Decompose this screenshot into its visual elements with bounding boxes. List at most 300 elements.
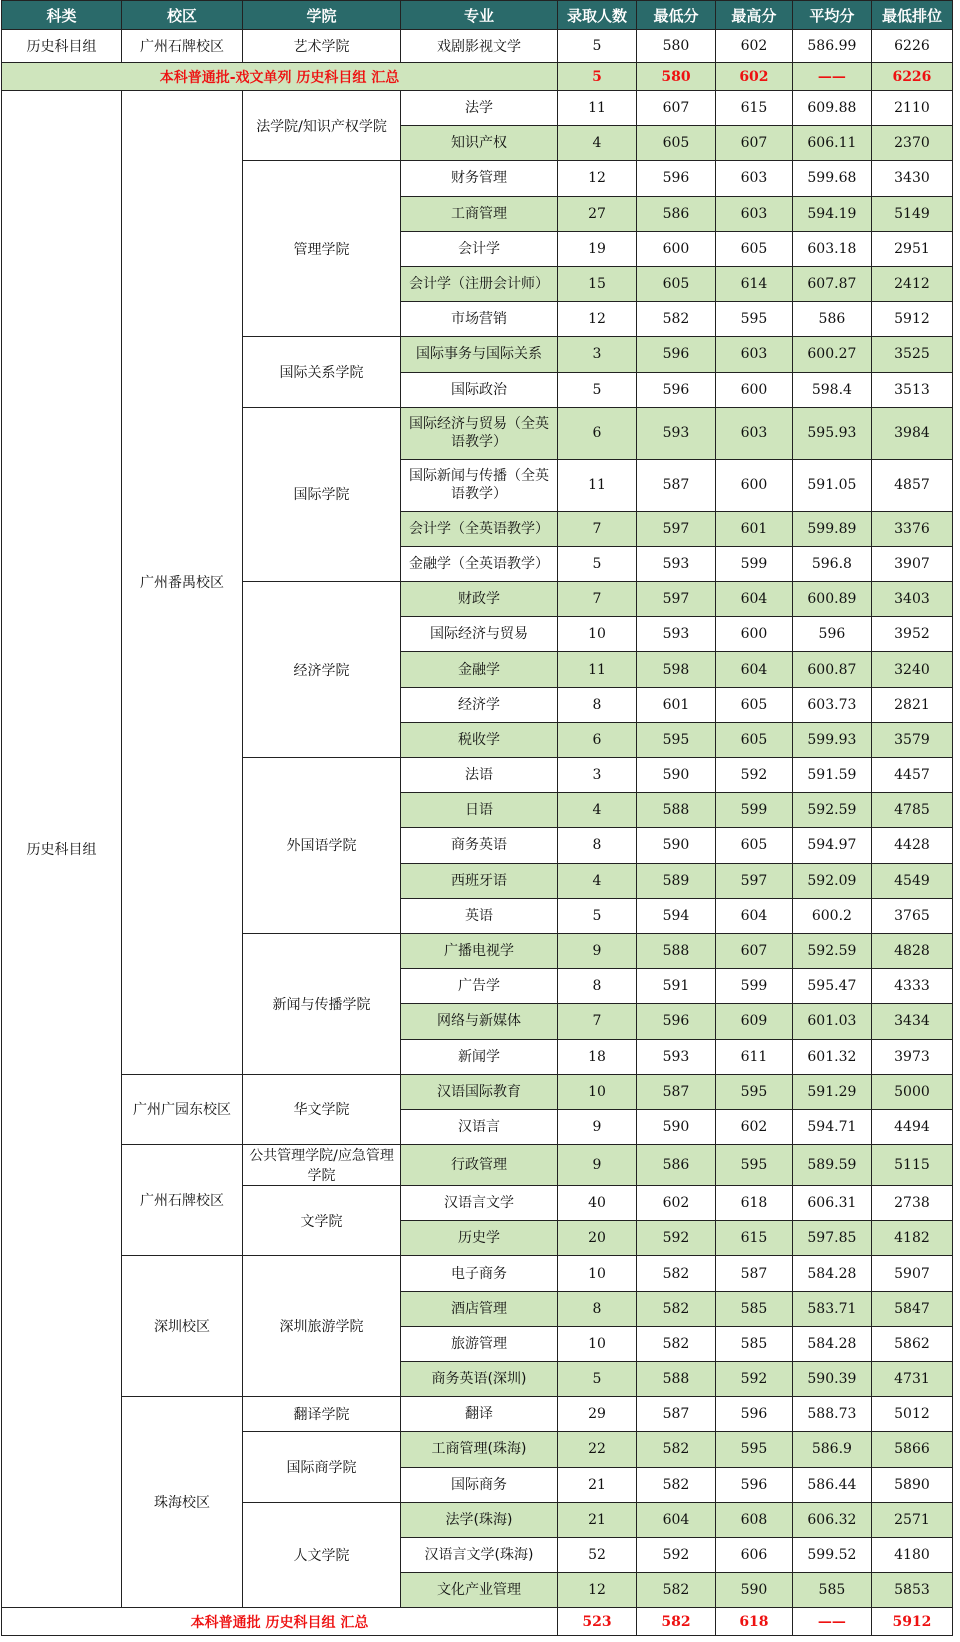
min-cell: 598: [636, 652, 715, 687]
max-cell: 614: [715, 266, 792, 301]
count-cell: 11: [558, 459, 637, 511]
summary-count: 5: [558, 63, 637, 91]
count-cell: 5: [558, 372, 637, 407]
major-cell: 商务英语: [401, 828, 558, 863]
college-cell: 华文学院: [243, 1074, 401, 1144]
min-cell: 592: [636, 1537, 715, 1572]
major-cell: 会计学: [401, 231, 558, 266]
min-cell: 596: [636, 372, 715, 407]
rank-cell: 2571: [871, 1502, 952, 1537]
min-cell: 591: [636, 969, 715, 1004]
min-cell: 582: [636, 1256, 715, 1291]
max-cell: 609: [715, 1004, 792, 1039]
count-cell: 11: [558, 91, 637, 126]
min-cell: 607: [636, 91, 715, 126]
count-cell: 4: [558, 863, 637, 898]
rank-cell: 2738: [871, 1186, 952, 1221]
avg-cell: 599.52: [792, 1537, 871, 1572]
avg-cell: 591.29: [792, 1074, 871, 1109]
rank-cell: 4731: [871, 1362, 952, 1397]
max-cell: 599: [715, 793, 792, 828]
min-cell: 604: [636, 1502, 715, 1537]
max-cell: 604: [715, 582, 792, 617]
avg-cell: 583.71: [792, 1291, 871, 1326]
campus-cell: 广州广园东校区: [122, 1074, 243, 1144]
major-cell: 网络与新媒体: [401, 1004, 558, 1039]
rank-cell: 3579: [871, 722, 952, 757]
count-cell: 21: [558, 1502, 637, 1537]
max-cell: 592: [715, 758, 792, 793]
major-cell: 金融学（全英语教学）: [401, 546, 558, 581]
min-cell: 590: [636, 1109, 715, 1144]
max-cell: 607: [715, 126, 792, 161]
summary-rank: 6226: [871, 63, 952, 91]
table-row: [2, 91, 953, 126]
max-cell: 603: [715, 337, 792, 372]
max-cell: 600: [715, 459, 792, 511]
college-cell: 深圳旅游学院: [243, 1256, 401, 1397]
count-cell: 10: [558, 1326, 637, 1361]
avg-cell: 586: [792, 302, 871, 337]
max-cell: 601: [715, 511, 792, 546]
major-cell: 文化产业管理: [401, 1573, 558, 1608]
min-cell: 601: [636, 687, 715, 722]
rank-cell: 5000: [871, 1074, 952, 1109]
major-cell: 法学(珠海): [401, 1502, 558, 1537]
table-row: [2, 1256, 953, 1291]
category-cell: 历史科目组: [2, 91, 122, 1608]
rank-cell: 3525: [871, 337, 952, 372]
summary-avg: ——: [792, 63, 871, 91]
min-cell: 596: [636, 161, 715, 196]
major-cell: 汉语言文学: [401, 1186, 558, 1221]
rank-cell: 3973: [871, 1039, 952, 1074]
avg-cell: 584.28: [792, 1326, 871, 1361]
avg-cell: 601.32: [792, 1039, 871, 1074]
max-cell: 600: [715, 617, 792, 652]
count-cell: 6: [558, 722, 637, 757]
count-cell: 5: [558, 898, 637, 933]
admission-table: [1, 0, 953, 1636]
major-cell: 财务管理: [401, 161, 558, 196]
rank-cell: 5862: [871, 1326, 952, 1361]
count-cell: 40: [558, 1186, 637, 1221]
major-cell: 商务英语(深圳): [401, 1362, 558, 1397]
max-cell: 585: [715, 1326, 792, 1361]
major-cell: 国际新闻与传播（全英语教学）: [401, 459, 558, 511]
avg-cell: 592.09: [792, 863, 871, 898]
max-cell: 608: [715, 1502, 792, 1537]
avg-cell: 592.59: [792, 933, 871, 968]
college-cell: 公共管理学院/应急管理学院: [243, 1145, 401, 1186]
rank-cell: 4785: [871, 793, 952, 828]
header-avg: 平均分: [792, 1, 871, 30]
count-cell: 11: [558, 652, 637, 687]
summary-row: [2, 63, 953, 91]
college-cell: 艺术学院: [243, 30, 401, 63]
major-cell: 国际商务: [401, 1467, 558, 1502]
count-cell: 52: [558, 1537, 637, 1572]
avg-cell: 599.89: [792, 511, 871, 546]
min-cell: 602: [636, 1186, 715, 1221]
avg-cell: 590.39: [792, 1362, 871, 1397]
max-cell: 595: [715, 1432, 792, 1467]
rank-cell: 4549: [871, 863, 952, 898]
rank-cell: 3952: [871, 617, 952, 652]
major-cell: 税收学: [401, 722, 558, 757]
count-cell: 4: [558, 126, 637, 161]
max-cell: 605: [715, 828, 792, 863]
max-cell: 604: [715, 898, 792, 933]
major-cell: 法学: [401, 91, 558, 126]
count-cell: 12: [558, 302, 637, 337]
rank-cell: 5012: [871, 1397, 952, 1432]
table-row: [2, 1074, 953, 1109]
avg-cell: 607.87: [792, 266, 871, 301]
header-rank: 最低排位: [871, 1, 952, 30]
avg-cell: 594.19: [792, 196, 871, 231]
major-cell: 经济学: [401, 687, 558, 722]
min-cell: 582: [636, 1326, 715, 1361]
rank-cell: 5866: [871, 1432, 952, 1467]
major-cell: 国际经济与贸易（全英语教学）: [401, 407, 558, 459]
header-college: 学院: [243, 1, 401, 30]
avg-cell: 601.03: [792, 1004, 871, 1039]
campus-cell: 广州石牌校区: [122, 30, 243, 63]
college-cell: 经济学院: [243, 582, 401, 758]
count-cell: 10: [558, 1256, 637, 1291]
table-row: [2, 30, 953, 63]
avg-cell: 603.73: [792, 687, 871, 722]
avg-cell: 589.59: [792, 1145, 871, 1186]
count-cell: 7: [558, 582, 637, 617]
count-cell: 5: [558, 30, 637, 63]
max-cell: 602: [715, 30, 792, 63]
rank-cell: 3434: [871, 1004, 952, 1039]
summary-label: 本科普通批-戏文单列 历史科目组 汇总: [2, 63, 558, 91]
rank-cell: 3513: [871, 372, 952, 407]
major-cell: 新闻学: [401, 1039, 558, 1074]
avg-cell: 591.59: [792, 758, 871, 793]
min-cell: 605: [636, 266, 715, 301]
rank-cell: 3430: [871, 161, 952, 196]
min-cell: 582: [636, 1432, 715, 1467]
major-cell: 工商管理: [401, 196, 558, 231]
count-cell: 18: [558, 1039, 637, 1074]
rank-cell: 2821: [871, 687, 952, 722]
max-cell: 611: [715, 1039, 792, 1074]
major-cell: 酒店管理: [401, 1291, 558, 1326]
min-cell: 590: [636, 758, 715, 793]
min-cell: 605: [636, 126, 715, 161]
avg-cell: 606.11: [792, 126, 871, 161]
count-cell: 5: [558, 546, 637, 581]
count-cell: 6: [558, 407, 637, 459]
rank-cell: 4457: [871, 758, 952, 793]
major-cell: 法语: [401, 758, 558, 793]
summary-avg: ——: [792, 1608, 871, 1636]
count-cell: 27: [558, 196, 637, 231]
major-cell: 翻译: [401, 1397, 558, 1432]
max-cell: 592: [715, 1362, 792, 1397]
rank-cell: 5847: [871, 1291, 952, 1326]
category-cell: 历史科目组: [2, 30, 122, 63]
header-count: 录取人数: [558, 1, 637, 30]
count-cell: 9: [558, 1109, 637, 1144]
max-cell: 585: [715, 1291, 792, 1326]
min-cell: 588: [636, 1362, 715, 1397]
max-cell: 615: [715, 1221, 792, 1256]
college-cell: 新闻与传播学院: [243, 933, 401, 1074]
min-cell: 582: [636, 1467, 715, 1502]
avg-cell: 603.18: [792, 231, 871, 266]
count-cell: 15: [558, 266, 637, 301]
rank-cell: 2370: [871, 126, 952, 161]
major-cell: 英语: [401, 898, 558, 933]
min-cell: 587: [636, 1397, 715, 1432]
max-cell: 618: [715, 1186, 792, 1221]
rank-cell: 3403: [871, 582, 952, 617]
rank-cell: 2110: [871, 91, 952, 126]
count-cell: 7: [558, 511, 637, 546]
min-cell: 592: [636, 1221, 715, 1256]
campus-cell: 深圳校区: [122, 1256, 243, 1397]
rank-cell: 3240: [871, 652, 952, 687]
min-cell: 582: [636, 1291, 715, 1326]
college-cell: 法学院/知识产权学院: [243, 91, 401, 161]
college-cell: 国际关系学院: [243, 337, 401, 407]
rank-cell: 4828: [871, 933, 952, 968]
header-major: 专业: [401, 1, 558, 30]
rank-cell: 5853: [871, 1573, 952, 1608]
avg-cell: 597.85: [792, 1221, 871, 1256]
max-cell: 599: [715, 546, 792, 581]
max-cell: 599: [715, 969, 792, 1004]
rank-cell: 3907: [871, 546, 952, 581]
max-cell: 605: [715, 687, 792, 722]
major-cell: 西班牙语: [401, 863, 558, 898]
max-cell: 607: [715, 933, 792, 968]
summary-max: 618: [715, 1608, 792, 1636]
max-cell: 602: [715, 1109, 792, 1144]
avg-cell: 606.32: [792, 1502, 871, 1537]
count-cell: 12: [558, 1573, 637, 1608]
min-cell: 586: [636, 1145, 715, 1186]
avg-cell: 594.97: [792, 828, 871, 863]
max-cell: 605: [715, 231, 792, 266]
count-cell: 12: [558, 161, 637, 196]
major-cell: 工商管理(珠海): [401, 1432, 558, 1467]
rank-cell: 6226: [871, 30, 952, 63]
count-cell: 10: [558, 1074, 637, 1109]
count-cell: 8: [558, 828, 637, 863]
avg-cell: 584.28: [792, 1256, 871, 1291]
college-cell: 文学院: [243, 1186, 401, 1256]
major-cell: 知识产权: [401, 126, 558, 161]
header-campus: 校区: [122, 1, 243, 30]
major-cell: 国际政治: [401, 372, 558, 407]
college-cell: 国际商学院: [243, 1432, 401, 1502]
rank-cell: 4857: [871, 459, 952, 511]
min-cell: 588: [636, 793, 715, 828]
header-max: 最高分: [715, 1, 792, 30]
rank-cell: 3376: [871, 511, 952, 546]
min-cell: 587: [636, 1074, 715, 1109]
avg-cell: 599.93: [792, 722, 871, 757]
count-cell: 10: [558, 617, 637, 652]
min-cell: 593: [636, 407, 715, 459]
min-cell: 595: [636, 722, 715, 757]
campus-cell: 广州番禺校区: [122, 91, 243, 1075]
rank-cell: 4494: [871, 1109, 952, 1144]
max-cell: 587: [715, 1256, 792, 1291]
campus-cell: 广州石牌校区: [122, 1145, 243, 1256]
major-cell: 财政学: [401, 582, 558, 617]
college-cell: 人文学院: [243, 1502, 401, 1608]
max-cell: 603: [715, 161, 792, 196]
avg-cell: 596.8: [792, 546, 871, 581]
header-min: 最低分: [636, 1, 715, 30]
rank-cell: 2951: [871, 231, 952, 266]
summary-max: 602: [715, 63, 792, 91]
max-cell: 604: [715, 652, 792, 687]
max-cell: 596: [715, 1397, 792, 1432]
count-cell: 4: [558, 793, 637, 828]
major-cell: 行政管理: [401, 1145, 558, 1186]
summary-label: 本科普通批 历史科目组 汇总: [2, 1608, 558, 1636]
rank-cell: 5907: [871, 1256, 952, 1291]
avg-cell: 591.05: [792, 459, 871, 511]
avg-cell: 600.87: [792, 652, 871, 687]
max-cell: 603: [715, 196, 792, 231]
major-cell: 历史学: [401, 1221, 558, 1256]
college-cell: 管理学院: [243, 161, 401, 337]
count-cell: 20: [558, 1221, 637, 1256]
major-cell: 汉语言: [401, 1109, 558, 1144]
max-cell: 606: [715, 1537, 792, 1572]
min-cell: 593: [636, 546, 715, 581]
count-cell: 8: [558, 1291, 637, 1326]
header-row: [2, 1, 953, 30]
rank-cell: 4182: [871, 1221, 952, 1256]
avg-cell: 594.71: [792, 1109, 871, 1144]
count-cell: 21: [558, 1467, 637, 1502]
avg-cell: 596: [792, 617, 871, 652]
major-cell: 金融学: [401, 652, 558, 687]
avg-cell: 600.2: [792, 898, 871, 933]
max-cell: 596: [715, 1467, 792, 1502]
rank-cell: 5912: [871, 302, 952, 337]
major-cell: 国际事务与国际关系: [401, 337, 558, 372]
rank-cell: 4180: [871, 1537, 952, 1572]
rank-cell: 4333: [871, 969, 952, 1004]
avg-cell: 600.27: [792, 337, 871, 372]
count-cell: 8: [558, 687, 637, 722]
summary-count: 523: [558, 1608, 637, 1636]
min-cell: 594: [636, 898, 715, 933]
max-cell: 595: [715, 302, 792, 337]
college-cell: 外国语学院: [243, 758, 401, 934]
min-cell: 596: [636, 1004, 715, 1039]
major-cell: 戏剧影视文学: [401, 30, 558, 63]
avg-cell: 595.47: [792, 969, 871, 1004]
min-cell: 582: [636, 1573, 715, 1608]
rank-cell: 3765: [871, 898, 952, 933]
summary-min: 582: [636, 1608, 715, 1636]
count-cell: 9: [558, 1145, 637, 1186]
max-cell: 595: [715, 1145, 792, 1186]
count-cell: 8: [558, 969, 637, 1004]
table-row: [2, 1397, 953, 1432]
major-cell: 广告学: [401, 969, 558, 1004]
min-cell: 589: [636, 863, 715, 898]
count-cell: 19: [558, 231, 637, 266]
major-cell: 会计学（全英语教学）: [401, 511, 558, 546]
campus-cell: 珠海校区: [122, 1397, 243, 1608]
min-cell: 590: [636, 828, 715, 863]
rank-cell: 3984: [871, 407, 952, 459]
min-cell: 593: [636, 617, 715, 652]
rank-cell: 4428: [871, 828, 952, 863]
avg-cell: 609.88: [792, 91, 871, 126]
min-cell: 582: [636, 302, 715, 337]
min-cell: 597: [636, 511, 715, 546]
summary-rank: 5912: [871, 1608, 952, 1636]
rank-cell: 5890: [871, 1467, 952, 1502]
max-cell: 595: [715, 1074, 792, 1109]
summary-row: [2, 1608, 953, 1636]
major-cell: 市场营销: [401, 302, 558, 337]
rank-cell: 5115: [871, 1145, 952, 1186]
college-cell: 翻译学院: [243, 1397, 401, 1432]
rank-cell: 5149: [871, 196, 952, 231]
min-cell: 600: [636, 231, 715, 266]
major-cell: 广播电视学: [401, 933, 558, 968]
major-cell: 日语: [401, 793, 558, 828]
max-cell: 605: [715, 722, 792, 757]
min-cell: 587: [636, 459, 715, 511]
max-cell: 600: [715, 372, 792, 407]
min-cell: 588: [636, 933, 715, 968]
max-cell: 615: [715, 91, 792, 126]
min-cell: 596: [636, 337, 715, 372]
count-cell: 22: [558, 1432, 637, 1467]
table-row: [2, 1145, 953, 1186]
major-cell: 会计学（注册会计师）: [401, 266, 558, 301]
avg-cell: 598.4: [792, 372, 871, 407]
major-cell: 汉语言文学(珠海): [401, 1537, 558, 1572]
avg-cell: 586.99: [792, 30, 871, 63]
max-cell: 597: [715, 863, 792, 898]
avg-cell: 606.31: [792, 1186, 871, 1221]
major-cell: 国际经济与贸易: [401, 617, 558, 652]
avg-cell: 586.9: [792, 1432, 871, 1467]
header-category: 科类: [2, 1, 122, 30]
count-cell: 5: [558, 1362, 637, 1397]
min-cell: 597: [636, 582, 715, 617]
avg-cell: 595.93: [792, 407, 871, 459]
count-cell: 3: [558, 337, 637, 372]
college-cell: 国际学院: [243, 407, 401, 581]
count-cell: 7: [558, 1004, 637, 1039]
min-cell: 586: [636, 196, 715, 231]
avg-cell: 586.44: [792, 1467, 871, 1502]
avg-cell: 585: [792, 1573, 871, 1608]
avg-cell: 588.73: [792, 1397, 871, 1432]
avg-cell: 600.89: [792, 582, 871, 617]
count-cell: 9: [558, 933, 637, 968]
max-cell: 603: [715, 407, 792, 459]
